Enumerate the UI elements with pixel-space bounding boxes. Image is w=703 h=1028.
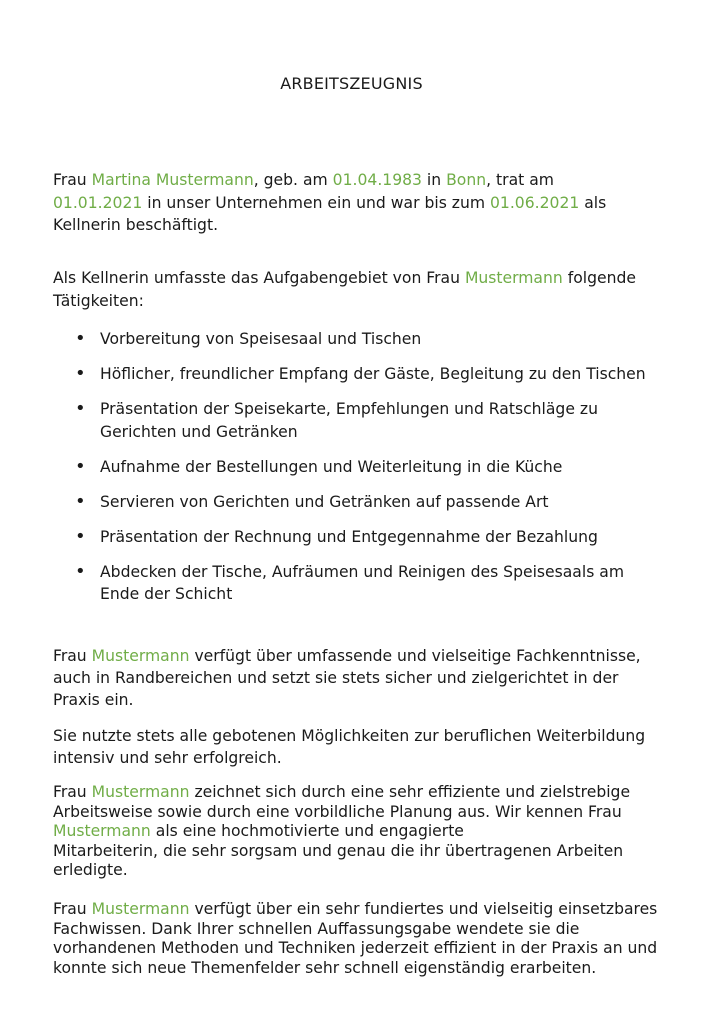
birth-date: 01.04.1983 [332,171,422,189]
skills-paragraph [53,645,658,711]
tasks-intro-paragraph [53,267,658,312]
text: Frau [53,783,92,801]
text: Tätigkeiten: [53,291,144,310]
text: folgende [562,269,636,287]
employee-surname: Mustermann [464,269,563,287]
document-title: ARBEITSZEUGNIS [280,74,423,93]
training-paragraph: Sie nutzte stets alle gebotenen Möglichkeiten zur beruflichen Weiterbildung intensiv und sehr erfolgreich. [53,727,646,767]
text: in unser Unternehmen ein und war bis zum [142,193,490,212]
list-item: • Servieren von Gerichten und Getränken auf passende Art [53,491,658,514]
list-item: • Vorbereitung von Speisesaal und Tischen [53,328,658,351]
employee-surname: Mustermann [91,900,190,918]
list-item: • Aufnahme der Bestellungen und Weiterleitung in die Küche [53,456,658,479]
text: , trat am [486,171,554,189]
expertise-paragraph [53,900,658,978]
text: verfügt über umfassende und vielseitige Fachkenntnisse, auch in Randbereichen und setzt sie stets sicher und zielgerichtet in der Praxis ein. [53,647,641,709]
text: Frau [53,647,92,665]
birth-place: Bonn [446,171,487,189]
text: Kellnerin beschäftigt. [53,216,219,234]
text: Als Kellnerin umfasste das Aufgabengebiet von Frau [53,269,465,287]
text: , geb. am [253,171,333,189]
work-style-paragraph [53,783,658,881]
list-item: • Abdecken der Tische, Aufräumen und Reinigen des Speisesaals am Ende der Schicht [53,561,658,606]
list-item: • Präsentation der Rechnung und Entgegennahme der Bezahlung [53,526,658,549]
text: zeichnet sich durch eine sehr effiziente und zielstrebige Arbeitsweise sowie durch eine vorbildliche Planung aus. Wir kennen Frau [53,783,631,821]
end-date: 01.06.2021 [490,193,580,212]
text: in [421,171,447,189]
employee-surname: Mustermann [91,647,190,665]
text: als eine hochmotivierte und engagierte [150,822,464,840]
employee-name: Martina Mustermann [91,171,254,189]
list-item: • Höflicher, freundlicher Empfang der Gäste, Begleitung zu den Tischen [53,363,658,386]
text: als [579,193,607,212]
text: verfügt über ein sehr fundiertes und vielseitig einsetzbares Fachwissen. Dank Ihrer schnellen Auffassungsgabe wendete sie die vorhandenen Methoden und Techniken jederzeit effizient in der Praxis an und konnte sich neue Themenfelder sehr schnell eigenständig erarbeiten. [53,900,658,977]
employee-surname: Mustermann [53,822,151,840]
tasks-list [53,328,658,606]
text: Mitarbeiterin, die sehr sorgsam und genau die ihr übertragenen Arbeiten erledigte. [53,841,624,879]
employee-surname: Mustermann [91,783,190,801]
intro-paragraph [53,169,658,237]
start-date: 01.01.2021 [53,193,143,212]
text: Frau [53,171,92,189]
text: Frau [53,900,92,918]
list-item: • Präsentation der Speisekarte, Empfehlungen und Ratschläge zu Gerichten und Getränken [53,398,658,443]
